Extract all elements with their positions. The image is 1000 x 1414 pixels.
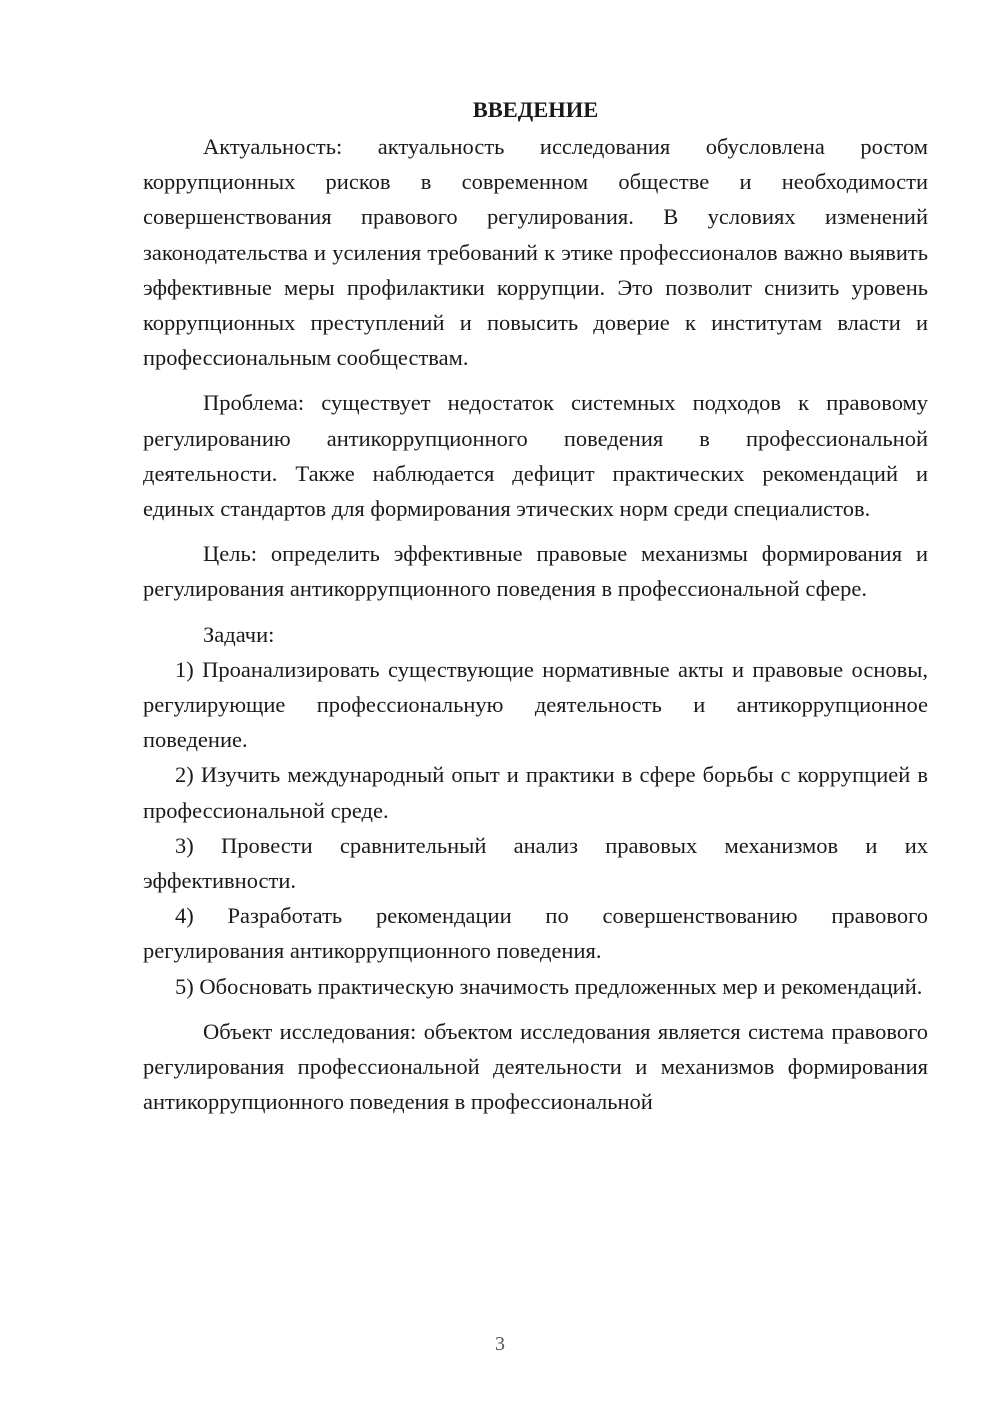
task-item-3: 3) Провести сравнительный анализ правовых механизмов и их эффективности.: [143, 832, 928, 894]
paragraph-object: Объект исследования: объектом исследования является система правового регулирования профессиональной деятельности и механизмов формирования антикоррупционного поведения в профессиональной: [143, 1018, 928, 1115]
page-content: [143, 92, 928, 1119]
task-item-2: 2) Изучить международный опыт и практики в сфере борьбы с коррупцией в профессиональной среде.: [143, 762, 928, 823]
task-item-1: 1) Проанализировать существующие нормативные акты и правовые основы, регулирующие профессиональную деятельность и антикоррупционное поведение.: [143, 656, 928, 753]
paragraph-relevance: Актуальность: актуальность исследования обусловлена ростом коррупционных рисков в современном обществе и необходимости совершенствования правового регулирования. В условиях изменений законодательства и усиления требований к этике профессионалов важно выявить эффективные меры профилактики коррупции. Это позволит снизить уровень коррупционных преступлений и повысить доверие к институтам власти и профессиональным сообществам.: [143, 134, 928, 371]
task-item-5: 5) Обосновать практическую значимость предложенных мер и рекомендаций.: [175, 973, 923, 999]
paragraph-goal: Цель: определить эффективные правовые механизмы формирования и регулирования антикоррупционного поведения в профессиональной сфере.: [143, 541, 928, 602]
task-item-4: 4) Разработать рекомендации по совершенствованию правового регулирования антикоррупционного поведения.: [143, 903, 928, 964]
paragraph-problem: Проблема: существует недостаток системных подходов к правовому регулированию антикоррупционного поведения в профессиональной деятельности. Также наблюдается дефицит практических рекомендаций и единых стандартов для формирования этических норм среди специалистов.: [143, 390, 928, 522]
tasks-label: Задачи:: [203, 621, 275, 647]
page-number: 3: [495, 1333, 505, 1355]
section-heading: ВВЕДЕНИЕ: [472, 97, 599, 122]
